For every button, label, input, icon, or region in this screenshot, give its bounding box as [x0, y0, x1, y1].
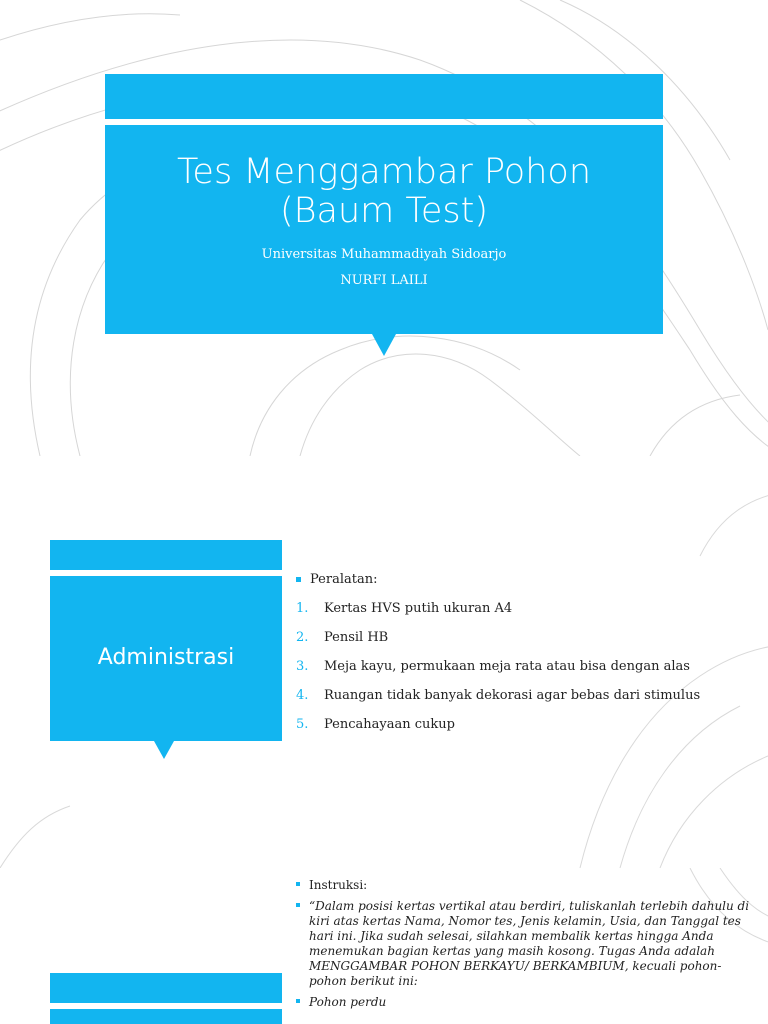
- list-item: [296, 899, 756, 989]
- instruction-item: Pohon perdu: [309, 995, 387, 1009]
- square-bullet-icon: [296, 882, 300, 886]
- section-accent-bar: [50, 540, 282, 570]
- section-title: Administrasi: [97, 645, 235, 670]
- square-bullet-icon: [296, 999, 300, 1003]
- instruction-quote: “Dalam posisi kertas vertikal atau berdiri, tuliskanlah terlebih dahulu di kiri atas kertas Nama, Nomor tes, Jenis kelamin, Usia, dan Tanggal tes hari ini. Jika sudah selesai, silahkan membalik kertas hingga Anda menemukan bagian kertas yang masih kosong. Tugas Anda adalah MENGGAMBAR POHON BERKAYU/ BERKAMBIUM, kecuali pohon-pohon berikut ini:: [309, 899, 750, 988]
- square-bullet-icon: [296, 903, 300, 907]
- list-heading-row: [296, 572, 756, 601]
- title-accent-bar: [105, 74, 663, 119]
- list-item: [296, 630, 756, 659]
- list-item: [296, 717, 756, 746]
- list-item-text: Ruangan tidak banyak dekorasi agar bebas dari stimulus: [324, 688, 701, 703]
- slide-title-line-1: Tes Menggambar Pohon: [176, 152, 592, 192]
- list-item-text: Meja kayu, permukaan meja rata atau bisa dengan alas: [324, 659, 690, 674]
- slide-subtitle: Universitas Muhammadiyah Sidoarjo: [261, 247, 507, 262]
- list-item-text: Pencahayaan cukup: [324, 717, 455, 732]
- equipment-list: [296, 572, 756, 746]
- square-bullet-icon: [296, 577, 301, 582]
- list-number: 3.: [296, 659, 309, 674]
- list-item: [296, 688, 756, 717]
- list-number: 5.: [296, 717, 309, 732]
- instruction-heading: Instruksi:: [309, 878, 368, 892]
- instruction-list: [296, 878, 756, 1016]
- list-item: [296, 878, 756, 893]
- list-number: 1.: [296, 601, 309, 616]
- section-accent-bar: [50, 973, 282, 1003]
- list-item-text: Kertas HVS putih ukuran A4: [324, 601, 513, 616]
- list-number: 2.: [296, 630, 309, 645]
- list-number: 4.: [296, 688, 309, 703]
- list-item: [296, 659, 756, 688]
- title-box-pointer: [372, 334, 396, 356]
- list-item: [296, 995, 756, 1010]
- slide-title: [105, 153, 663, 231]
- slide-1: [0, 0, 768, 456]
- list-item-text: Pensil HB: [324, 630, 389, 645]
- slide-author: NURFI LAILI: [340, 273, 428, 288]
- section-title-pointer: [154, 741, 174, 759]
- slide-title-line-2: (Baum Test): [279, 191, 488, 231]
- list-heading: Peralatan:: [310, 572, 378, 587]
- section-title-box: [50, 1009, 282, 1024]
- list-item: [296, 601, 756, 630]
